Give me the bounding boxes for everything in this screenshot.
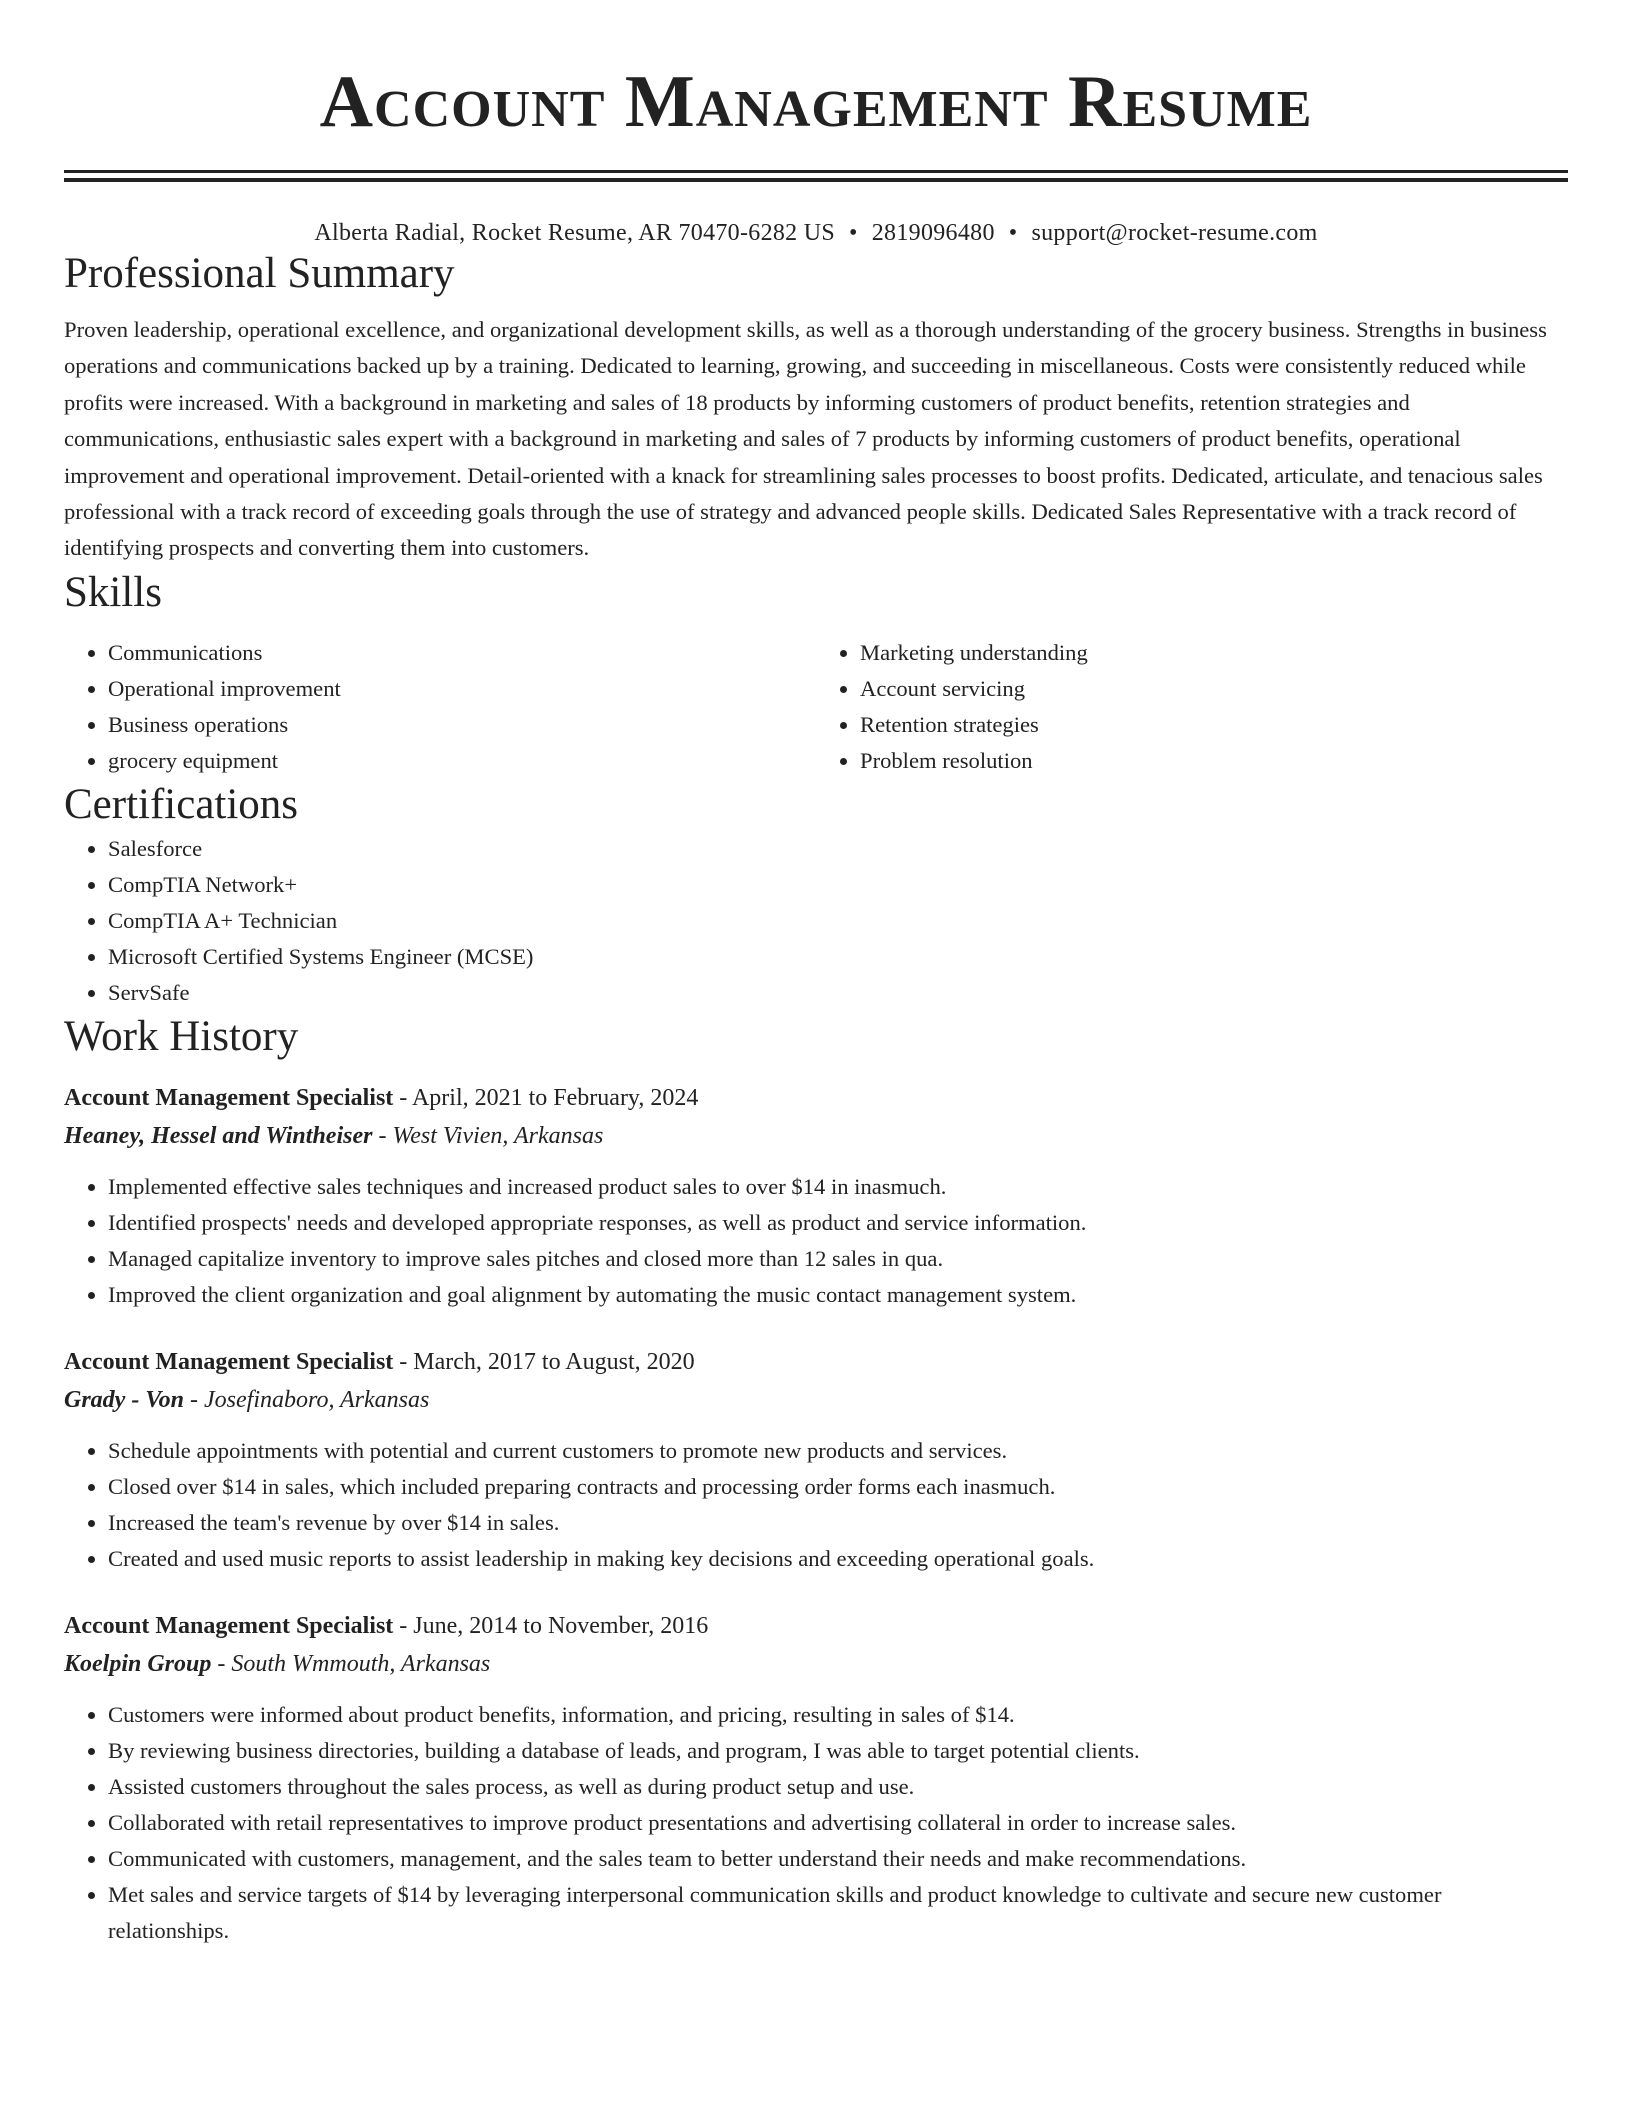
- job-bullet: • Schedule appointments with potential and current customers to promote new products and services.: [108, 1433, 1568, 1469]
- job-title-line: [64, 1343, 1568, 1381]
- contact-separator: •: [849, 220, 858, 246]
- job-company-line: [64, 1645, 1568, 1683]
- job-bullet: • Improved the client organization and goal alignment by automating the music contact management system.: [108, 1277, 1568, 1313]
- job-bullet: • Closed over $14 in sales, which included preparing contracts and processing order forms each inasmuch.: [108, 1469, 1568, 1505]
- certifications-heading: Certifications: [64, 780, 299, 828]
- job-bullet: • Increased the team's revenue by over $14 in sales.: [108, 1505, 1568, 1541]
- title-divider-top: [64, 170, 1568, 173]
- skill-item: • Marketing understanding: [860, 635, 1568, 671]
- job-bullets: [64, 1433, 1568, 1577]
- job-bullet: • Customers were informed about product benefits, information, and pricing, resulting in sales of $14.: [108, 1697, 1568, 1733]
- job-bullet: • Identified prospects' needs and developed appropriate responses, as well as product and service information.: [108, 1205, 1568, 1241]
- skill-item: • Account servicing: [860, 671, 1568, 707]
- job-bullet: • Met sales and service targets of $14 by leveraging interpersonal communication skills and product knowledge to cultivate and secure new customer relationships.: [108, 1877, 1568, 1949]
- skills-heading: Skills: [64, 568, 162, 616]
- contact-separator: •: [1008, 220, 1018, 246]
- job-title: Account Management Specialist: [64, 1084, 394, 1111]
- job-company-line: [64, 1381, 1568, 1419]
- contact-address: Alberta Radial, Rocket Resume, AR 70470-6282 US: [314, 220, 836, 246]
- job-bullet: • Collaborated with retail representatives to improve product presentations and advertising collateral in order to increase sales.: [108, 1805, 1568, 1841]
- job-bullets: [64, 1169, 1568, 1313]
- job-company: Grady - Von: [64, 1386, 185, 1413]
- job-entry: [64, 1607, 1568, 1949]
- certification-item: • ServSafe: [108, 975, 1568, 1011]
- skill-item: • Business operations: [108, 707, 816, 743]
- summary-heading: Professional Summary: [64, 250, 455, 297]
- contact-line: [64, 218, 1568, 248]
- certification-item: • CompTIA Network+: [108, 867, 1568, 903]
- job-location: - South Wmmouth, Arkansas: [211, 1650, 491, 1677]
- job-bullet: • Implemented effective sales techniques and increased product sales to over $14 in inasmuch.: [108, 1169, 1568, 1205]
- skills-columns: [64, 635, 1568, 779]
- job-company-line: [64, 1117, 1568, 1155]
- page-title: Account Management Resume: [319, 61, 1313, 143]
- job-company: Heaney, Hessel and Wintheiser: [64, 1122, 373, 1149]
- skill-item: • Operational improvement: [108, 671, 816, 707]
- job-dates: - March, 2017 to August, 2020: [393, 1348, 695, 1375]
- job-bullets: [64, 1697, 1568, 1949]
- contact-phone: 2819096480: [871, 220, 995, 246]
- contact-email: support@rocket-resume.com: [1031, 220, 1318, 246]
- job-title-line: [64, 1607, 1568, 1645]
- job-title: Account Management Specialist: [64, 1348, 394, 1375]
- job-entry: [64, 1343, 1568, 1577]
- job-location: - West Vivien, Arkansas: [372, 1122, 604, 1149]
- job-entry: [64, 1079, 1568, 1313]
- skill-item: • grocery equipment: [108, 743, 816, 779]
- job-company: Koelpin Group: [64, 1650, 212, 1677]
- job-bullet: • By reviewing business directories, building a database of leads, and program, I was able to target potential clients.: [108, 1733, 1568, 1769]
- work-history-heading: Work History: [64, 1012, 299, 1060]
- job-bullet: • Assisted customers throughout the sales process, as well as during product setup and use.: [108, 1769, 1568, 1805]
- job-bullet: • Managed capitalize inventory to improve sales pitches and closed more than 12 sales in qua.: [108, 1241, 1568, 1277]
- job-bullet: • Created and used music reports to assist leadership in making key decisions and exceeding operational goals.: [108, 1541, 1568, 1577]
- certification-item: • Salesforce: [108, 831, 1568, 867]
- summary-text: Proven leadership, operational excellence, and organizational development skills, as well as a thorough understanding of the grocery business. Strengths in business operations and communications backed up by a training. Dedicated to learning, growing, and succeeding in miscellaneous. Costs were consistently reduced while profits were increased. With a background in marketing and sales of 18 products by informing customers of product benefits, retention strategies and communications, enthusiastic sales expert with a background in marketing and sales of 7 products by informing customers of product benefits, operational improvement and operational improvement. Detail-oriented with a knack for streamlining sales processes to boost profits. Dedicated, articulate, and tenacious sales professional with a track record of exceeding goals through the use of strategy and advanced people skills. Dedicated Sales Representative with a track record of identifying prospects and converting them into customers.: [64, 317, 1547, 561]
- skill-item: • Communications: [108, 635, 816, 671]
- job-title: Account Management Specialist: [64, 1612, 394, 1639]
- job-location: - Josefinaboro, Arkansas: [184, 1386, 430, 1413]
- job-title-line: [64, 1079, 1568, 1117]
- certification-item: • Microsoft Certified Systems Engineer (MCSE): [108, 939, 1568, 975]
- skills-list-right: [816, 635, 1568, 779]
- skill-item: • Problem resolution: [860, 743, 1568, 779]
- certification-item: • CompTIA A+ Technician: [108, 903, 1568, 939]
- job-bullet: • Communicated with customers, management, and the sales team to better understand their needs and make recommendations.: [108, 1841, 1568, 1877]
- job-dates: - April, 2021 to February, 2024: [393, 1084, 699, 1111]
- job-dates: - June, 2014 to November, 2016: [393, 1612, 709, 1639]
- skill-item: • Retention strategies: [860, 707, 1568, 743]
- certifications-list: [64, 831, 1568, 1011]
- skills-list-left: [64, 635, 816, 779]
- title-divider-bottom: [64, 178, 1568, 182]
